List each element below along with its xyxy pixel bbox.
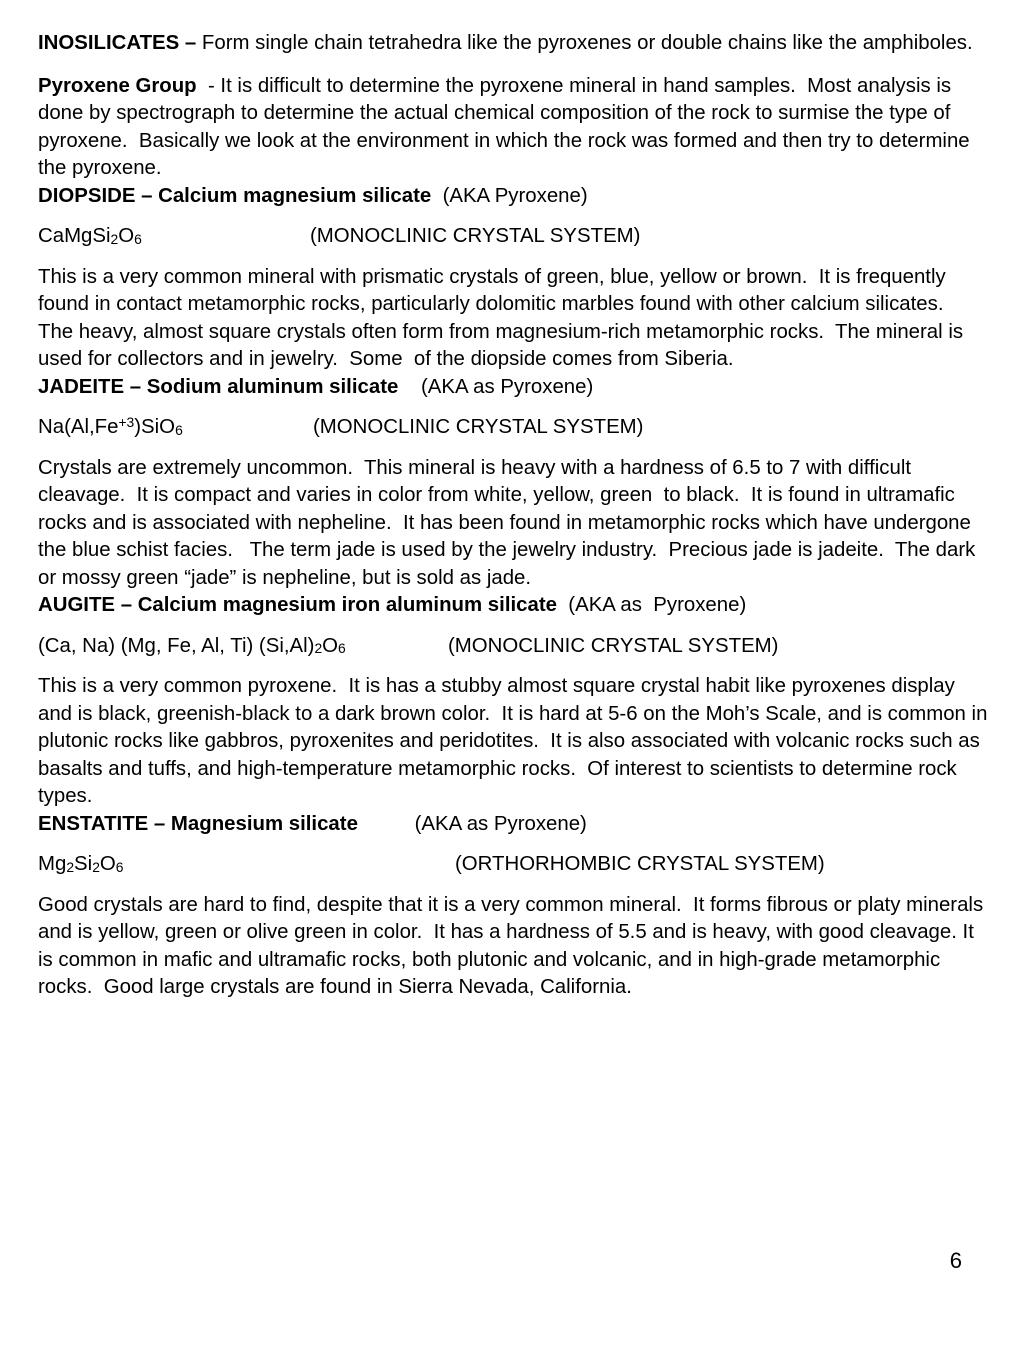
chemical-formula: $CaMgSi_2O_6$ [38,225,142,247]
pyroxene-group-text: - It is difficult to determine the pyroxene mineral in hand samples. Most analysis is done by spectrograph to determine the actual chemical composition of the rock to surmise the type of pyroxene. Basically we look at the environment in which the rock was formed and then try to determine the pyroxene. [38,74,976,179]
mineral-heading [38,374,988,402]
mineral-aka: (AKA Pyroxene) [431,184,588,207]
mineral-heading [38,811,988,839]
mineral-section-enstatite [38,811,988,1002]
mineral-name: ENSTATITE – Magnesium silicate [38,812,358,835]
formula-line [38,851,988,879]
crystal-system: (MONOCLINIC CRYSTAL SYSTEM) [310,225,641,247]
mineral-description: This is a very common mineral with prismatic crystals of green, blue, yellow or brown. It is frequently found in contact metamorphic rocks, particularly dolomitic marbles found with other calcium silicates. The heavy, almost square crystals often form from magnesium-rich metamorphic rocks. The mineral is used for collectors and in jewelry. Some of the diopside comes from Siberia. [38,265,969,370]
mineral-description: Crystals are extremely uncommon. This mineral is heavy with a hardness of 6.5 to 7 with difficult cleavage. It is compact and varies in color from white, yellow, green to black. It is found in ultramafic rocks and is associated with nepheline. It has been found in metamorphic rocks which have undergone the blue schist facies. The term jade is used by the jewelry industry. Precious jade is jadeite. The dark or mossy green “jade” is nepheline, but is sold as jade. [38,456,981,589]
intro-paragraph [38,30,988,58]
text-column [38,30,994,1002]
intro-text: Form single chain tetrahedra like the pyroxenes or double chains like the amphiboles. [201,32,973,54]
mineral-heading [38,183,988,211]
pyroxene-group-paragraph [38,73,988,183]
crystal-system: (MONOCLINIC CRYSTAL SYSTEM) [313,416,644,438]
formula-line [38,633,988,661]
formula-line [38,414,988,442]
mineral-aka: (AKA as Pyroxene) [398,375,594,398]
mineral-name: JADEITE – Sodium aluminum silicate [38,375,399,398]
chemical-formula: $Na(Al,Fe^{+3})SiO_6$ [38,413,183,438]
pyroxene-group-heading: Pyroxene Group [38,74,197,97]
crystal-system: (MONOCLINIC CRYSTAL SYSTEM) [448,634,779,657]
chemical-formula: (Ca, Na) (Mg, Fe, Al, Ti) $(Si,Al)_2O_6$ [38,634,346,657]
mineral-description: This is a very common pyroxene. It is has a stubby almost square crystal habit like pyroxenes display and is black, greenish-black to a dark brown color. It is hard at 5-6 on the Moh’s Scale, and is common in plutonic rocks like gabbros, pyroxenites and peridotites. It is also associated with volcanic rocks such as basalts and tuffs, and high-temperature metamorphic rocks. Of interest to scientists to determine rock types. [38,675,994,807]
mineral-name: AUGITE – Calcium magnesium iron aluminum silicate [38,594,557,616]
mineral-section-augite [38,592,994,811]
mineral-name: DIOPSIDE – Calcium magnesium silicate [38,184,432,207]
chemical-formula: $Mg_2Si_2O_6$ [38,853,124,875]
inosilicates-heading: INOSILICATES – [38,32,202,54]
mineral-aka: (AKA as Pyroxene) [357,812,587,835]
mineral-aka: (AKA as Pyroxene) [556,594,747,616]
crystal-system: (ORTHORHOMBIC CRYSTAL SYSTEM) [455,853,825,875]
mineral-section-jadeite [38,374,988,593]
mineral-section-diopside [38,183,988,374]
formula-line [38,223,988,251]
mineral-heading [38,592,988,620]
mineral-description: Good crystals are hard to find, despite that it is a very common mineral. It forms fibrous or platy minerals and is yellow, green or olive green in color. It has a hardness of 5.5 and is heavy, with good cleavage. It is common in mafic and ultramafic rocks, both plutonic and volcanic, and in high-grade metamorphic rocks. Good large crystals are found in Sierra Nevada, California. [38,893,989,998]
page-number: 6 [949,1248,962,1273]
